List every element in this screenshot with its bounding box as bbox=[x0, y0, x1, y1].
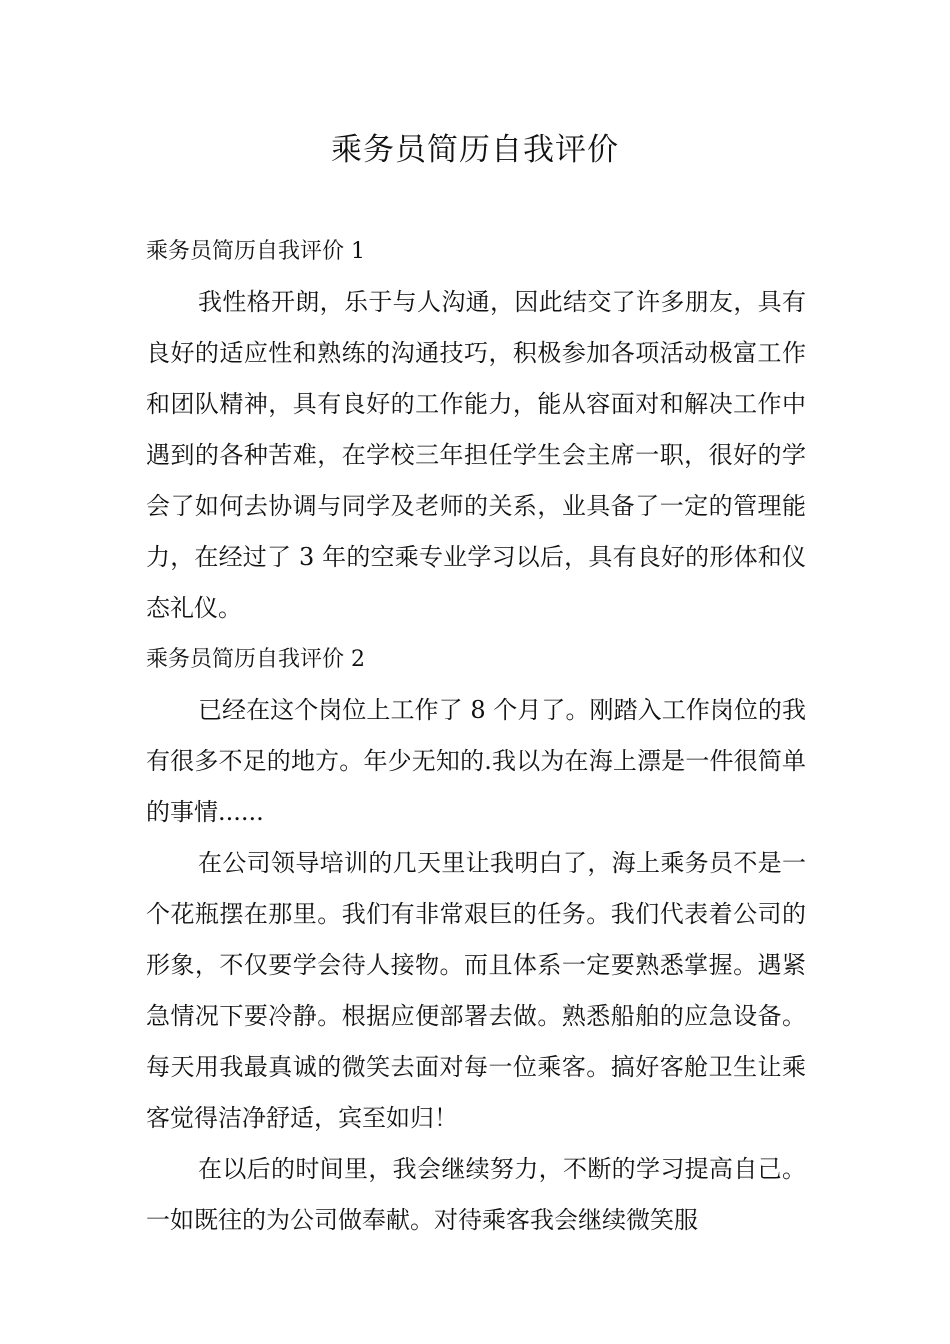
paragraph: 在公司领导培训的几天里让我明白了，海上乘务员不是一个花瓶摆在那里。我们有非常艰巨的任务。我们代表着公司的形象，不仅要学会待人接物。而且体系一定要熟悉掌握。遇紧急情况下要冷静。根据应便部署去做。熟悉船舶的应急设备。每天用我最真诚的微笑去面对每一位乘客。搞好客舱卫生让乘客觉得洁净舒适，宾至如归！ bbox=[146, 849, 806, 1132]
document-title: 乘务员简历自我评价 bbox=[331, 132, 619, 168]
paragraph: 在以后的时间里，我会继续努力，不断的学习提高自己。一如既往的为公司做奉献。对待乘客我会继续微笑服 bbox=[146, 1155, 806, 1234]
document-body bbox=[146, 226, 806, 1246]
section-heading: 乘务员简历自我评价 2 bbox=[146, 647, 365, 672]
section-2 bbox=[146, 634, 806, 1246]
paragraph: 我性格开朗，乐于与人沟通，因此结交了许多朋友，具有良好的适应性和熟练的沟通技巧，积极参加各项活动极富工作和团队精神，具有良好的工作能力，能从容面对和解决工作中遇到的各种苦难，在学校三年担任学生会主席一职，很好的学会了如何去协调与同学及老师的关系，业具备了一定的管理能力，在经过了 3 年的空乘专业学习以后，具有良好的形体和仪态礼仪。 bbox=[146, 288, 806, 622]
section-1 bbox=[146, 226, 806, 634]
section-heading: 乘务员简历自我评价 1 bbox=[146, 239, 365, 264]
paragraph: 已经在这个岗位上工作了 8 个月了。刚踏入工作岗位的我有很多不足的地方。年少无知的.我以为在海上漂是一件很简单的事情...... bbox=[146, 696, 806, 826]
